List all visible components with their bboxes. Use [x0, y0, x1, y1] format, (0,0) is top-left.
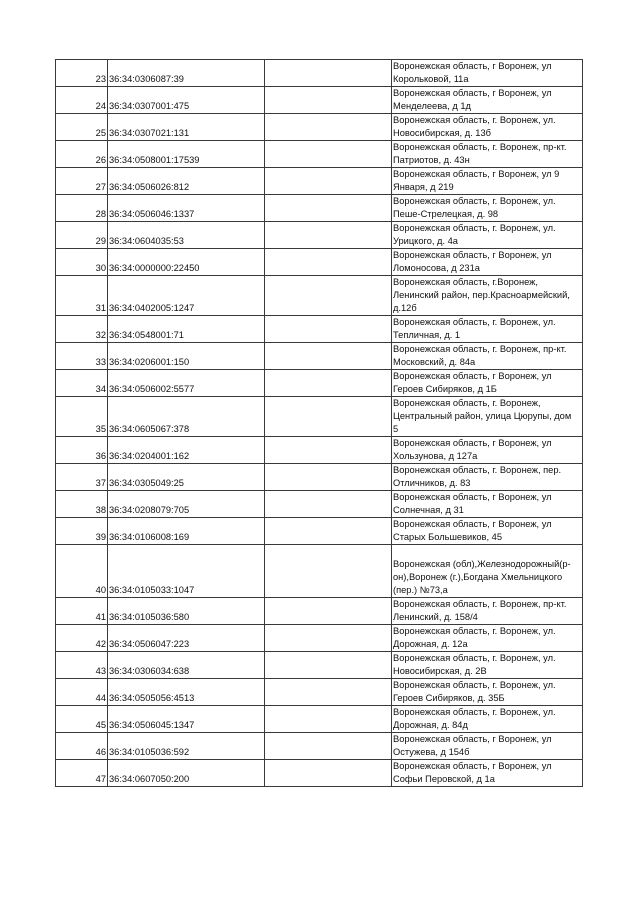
cadastral-number-cell: 36:34:0204001:162 [108, 437, 265, 464]
address-cell [392, 370, 583, 397]
row-number-cell: 34 [56, 370, 108, 397]
address-line: Января, д 219 [393, 182, 454, 192]
empty-cell [265, 168, 392, 195]
address-line: Воронежская область, г. Воронеж, ул. [393, 626, 556, 636]
address-cell [392, 141, 583, 168]
address-cell [392, 760, 583, 787]
row-number-cell: 32 [56, 316, 108, 343]
table-row [56, 114, 583, 141]
address-line: Воронежская область, г Воронеж, ул [393, 734, 552, 744]
address-line: Воронежская область, г. Воронеж, пр-кт. [393, 599, 567, 609]
cadastral-number-cell: 36:34:0306087:39 [108, 60, 265, 87]
row-number-cell: 27 [56, 168, 108, 195]
table-row [56, 141, 583, 168]
address-line: Новосибирская, д. 13б [393, 128, 491, 138]
empty-cell [265, 733, 392, 760]
address-cell [392, 114, 583, 141]
empty-cell [265, 706, 392, 733]
address-line: Хользунова, д 127а [393, 451, 478, 461]
address-cell [392, 397, 583, 437]
address-line: Софьи Перовской, д 1а [393, 774, 495, 784]
address-line: Героев Сибиряков, д. 35Б [393, 693, 505, 703]
cadastral-number-cell: 36:34:0508001:17539 [108, 141, 265, 168]
empty-cell [265, 370, 392, 397]
table-row [56, 518, 583, 545]
table-row [56, 625, 583, 652]
empty-cell [265, 397, 392, 437]
table-body [56, 60, 583, 787]
cadastral-number-cell: 36:34:0506046:1337 [108, 195, 265, 222]
empty-cell [265, 222, 392, 249]
empty-cell [265, 195, 392, 222]
cadastral-number-cell: 36:34:0605067:378 [108, 397, 265, 437]
address-line: Воронежская область, г. Воронеж, [393, 398, 541, 408]
address-line: Воронежская область, г. Воронеж, пер. [393, 465, 562, 475]
row-number-cell: 46 [56, 733, 108, 760]
empty-cell [265, 491, 392, 518]
address-cell [392, 518, 583, 545]
cadastral-number-cell: 36:34:0607050:200 [108, 760, 265, 787]
cadastral-table [55, 59, 583, 787]
table-row [56, 397, 583, 437]
table-row [56, 598, 583, 625]
address-line: Патриотов, д. 43н [393, 155, 470, 165]
address-line: Воронежская область, г Воронеж, ул [393, 88, 552, 98]
address-cell [392, 625, 583, 652]
address-cell [392, 545, 583, 598]
address-line: Центральный район, улица Цюрупы, дом [393, 411, 572, 421]
address-cell [392, 679, 583, 706]
address-line: Старых Большевиков, 45 [393, 532, 503, 542]
row-number-cell: 45 [56, 706, 108, 733]
empty-cell [265, 316, 392, 343]
table-row [56, 679, 583, 706]
empty-cell [265, 679, 392, 706]
address-line: 5 [393, 424, 399, 434]
row-number-cell: 31 [56, 276, 108, 316]
address-cell [392, 437, 583, 464]
row-number-cell: 25 [56, 114, 108, 141]
empty-cell [265, 60, 392, 87]
table-row [56, 760, 583, 787]
address-line: Пеше-Стрелецкая, д. 98 [393, 209, 499, 219]
row-number-cell: 26 [56, 141, 108, 168]
address-cell [392, 652, 583, 679]
address-line: Тепличная, д. 1 [393, 330, 461, 340]
row-number-cell: 28 [56, 195, 108, 222]
table-row [56, 276, 583, 316]
address-line: Воронежская область, г. Воронеж, ул. [393, 115, 556, 125]
address-cell [392, 491, 583, 518]
table-row [56, 370, 583, 397]
address-line: Воронежская область, г Воронеж, ул [393, 250, 552, 260]
address-cell [392, 464, 583, 491]
empty-cell [265, 249, 392, 276]
cadastral-number-cell: 36:34:0000000:22450 [108, 249, 265, 276]
cadastral-number-cell: 36:34:0506045:1347 [108, 706, 265, 733]
table-row [56, 464, 583, 491]
address-line: он),Воронеж (г.),Богдана Хмельницкого [393, 572, 563, 582]
address-line: Воронежская область, г Воронеж, ул [393, 61, 552, 71]
address-line: Воронежская область, г. Воронеж, ул. [393, 317, 556, 327]
cadastral-number-cell: 36:34:0506026:812 [108, 168, 265, 195]
address-line: Воронежская область, г. Воронеж, пр-кт. [393, 344, 567, 354]
address-line: Воронежская область, г. Воронеж, ул. [393, 680, 556, 690]
cadastral-number-cell: 36:34:0307021:131 [108, 114, 265, 141]
table-row [56, 652, 583, 679]
row-number-cell: 33 [56, 343, 108, 370]
cadastral-number-cell: 36:34:0506047:223 [108, 625, 265, 652]
table-row [56, 343, 583, 370]
address-line: Менделеева, д 1д [393, 101, 471, 111]
address-cell [392, 343, 583, 370]
address-line: Отличников, д. 83 [393, 478, 471, 488]
address-line: Воронежская область, г Воронеж, ул [393, 761, 552, 771]
address-line: (пер.) №73,а [393, 585, 448, 595]
address-cell [392, 733, 583, 760]
address-line: д.12б [393, 303, 417, 313]
empty-cell [265, 598, 392, 625]
address-cell [392, 222, 583, 249]
address-line: Воронежская область, г. Воронеж, ул. [393, 653, 556, 663]
cadastral-number-cell: 36:34:0105036:580 [108, 598, 265, 625]
empty-cell [265, 625, 392, 652]
cadastral-number-cell: 36:34:0105036:592 [108, 733, 265, 760]
empty-cell [265, 464, 392, 491]
address-line: Воронежская область, г. Воронеж, пр-кт. [393, 142, 567, 152]
cadastral-number-cell: 36:34:0306034:638 [108, 652, 265, 679]
address-cell [392, 598, 583, 625]
cadastral-number-cell: 36:34:0604035:53 [108, 222, 265, 249]
empty-cell [265, 545, 392, 598]
address-line: Воронежская область, г Воронеж, ул [393, 438, 552, 448]
address-line: Воронежская область, г Воронеж, ул [393, 519, 552, 529]
address-cell [392, 195, 583, 222]
address-line: Воронежская область, г.Воронеж, [393, 277, 538, 287]
row-number-cell: 23 [56, 60, 108, 87]
cadastral-number-cell: 36:34:0307001:475 [108, 87, 265, 114]
empty-cell [265, 652, 392, 679]
row-number-cell: 39 [56, 518, 108, 545]
table-row [56, 249, 583, 276]
address-cell [392, 706, 583, 733]
row-number-cell: 24 [56, 87, 108, 114]
address-line: Ленинский район, пер.Красноармейский, [393, 290, 570, 300]
address-line: Воронежская область, г. Воронеж, ул. [393, 196, 556, 206]
address-line: Воронежская область, г. Воронеж, ул. [393, 223, 556, 233]
address-cell [392, 87, 583, 114]
table-row [56, 316, 583, 343]
row-number-cell: 47 [56, 760, 108, 787]
row-number-cell: 40 [56, 545, 108, 598]
address-line: Дорожная, д. 12а [393, 639, 468, 649]
row-number-cell: 36 [56, 437, 108, 464]
table-row [56, 545, 583, 598]
address-line: Дорожная, д. 84д [393, 720, 468, 730]
empty-cell [265, 141, 392, 168]
table-row [56, 491, 583, 518]
empty-cell [265, 518, 392, 545]
table-row [56, 222, 583, 249]
empty-cell [265, 760, 392, 787]
address-line: Корольковой, 11а [393, 74, 469, 84]
row-number-cell: 41 [56, 598, 108, 625]
address-cell [392, 60, 583, 87]
cadastral-number-cell: 36:34:0305049:25 [108, 464, 265, 491]
address-cell [392, 276, 583, 316]
row-number-cell: 42 [56, 625, 108, 652]
table-row [56, 168, 583, 195]
address-line: Ломоносова, д 231а [393, 263, 480, 273]
address-cell [392, 316, 583, 343]
empty-cell [265, 87, 392, 114]
address-line: Воронежская область, г Воронеж, ул [393, 371, 552, 381]
address-cell [392, 249, 583, 276]
cadastral-number-cell: 36:34:0105033:1047 [108, 545, 265, 598]
address-line: Воронежская область, г Воронеж, ул [393, 492, 552, 502]
address-line: Остужева, д 154б [393, 747, 470, 757]
empty-cell [265, 437, 392, 464]
table-row [56, 87, 583, 114]
cadastral-number-cell: 36:34:0206001:150 [108, 343, 265, 370]
address-line: Солнечная, д 31 [393, 505, 464, 515]
table-row [56, 195, 583, 222]
row-number-cell: 44 [56, 679, 108, 706]
address-cell [392, 168, 583, 195]
cadastral-number-cell: 36:34:0506002:5577 [108, 370, 265, 397]
cadastral-number-cell: 36:34:0548001:71 [108, 316, 265, 343]
row-number-cell: 43 [56, 652, 108, 679]
address-line: Воронежская (обл),Железнодорожный(р- [393, 559, 571, 569]
row-number-cell: 35 [56, 397, 108, 437]
table-row [56, 437, 583, 464]
cadastral-number-cell: 36:34:0505056:4513 [108, 679, 265, 706]
table-row [56, 60, 583, 87]
cadastral-number-cell: 36:34:0208079:705 [108, 491, 265, 518]
address-line: Московский, д. 84а [393, 357, 476, 367]
address-line: Героев Сибиряков, д 1Б [393, 384, 497, 394]
address-line: Новосибирская, д. 2В [393, 666, 487, 676]
row-number-cell: 30 [56, 249, 108, 276]
row-number-cell: 29 [56, 222, 108, 249]
table-row [56, 706, 583, 733]
address-line: Урицкого, д. 4а [393, 236, 458, 246]
address-line: Воронежская область, г. Воронеж, ул. [393, 707, 556, 717]
address-line: Воронежская область, г Воронеж, ул 9 [393, 169, 560, 179]
table-row [56, 733, 583, 760]
empty-cell [265, 343, 392, 370]
cadastral-number-cell: 36:34:0106008:169 [108, 518, 265, 545]
row-number-cell: 37 [56, 464, 108, 491]
cadastral-number-cell: 36:34:0402005:1247 [108, 276, 265, 316]
address-line: Ленинский, д. 158/4 [393, 612, 478, 622]
empty-cell [265, 114, 392, 141]
row-number-cell: 38 [56, 491, 108, 518]
empty-cell [265, 276, 392, 316]
